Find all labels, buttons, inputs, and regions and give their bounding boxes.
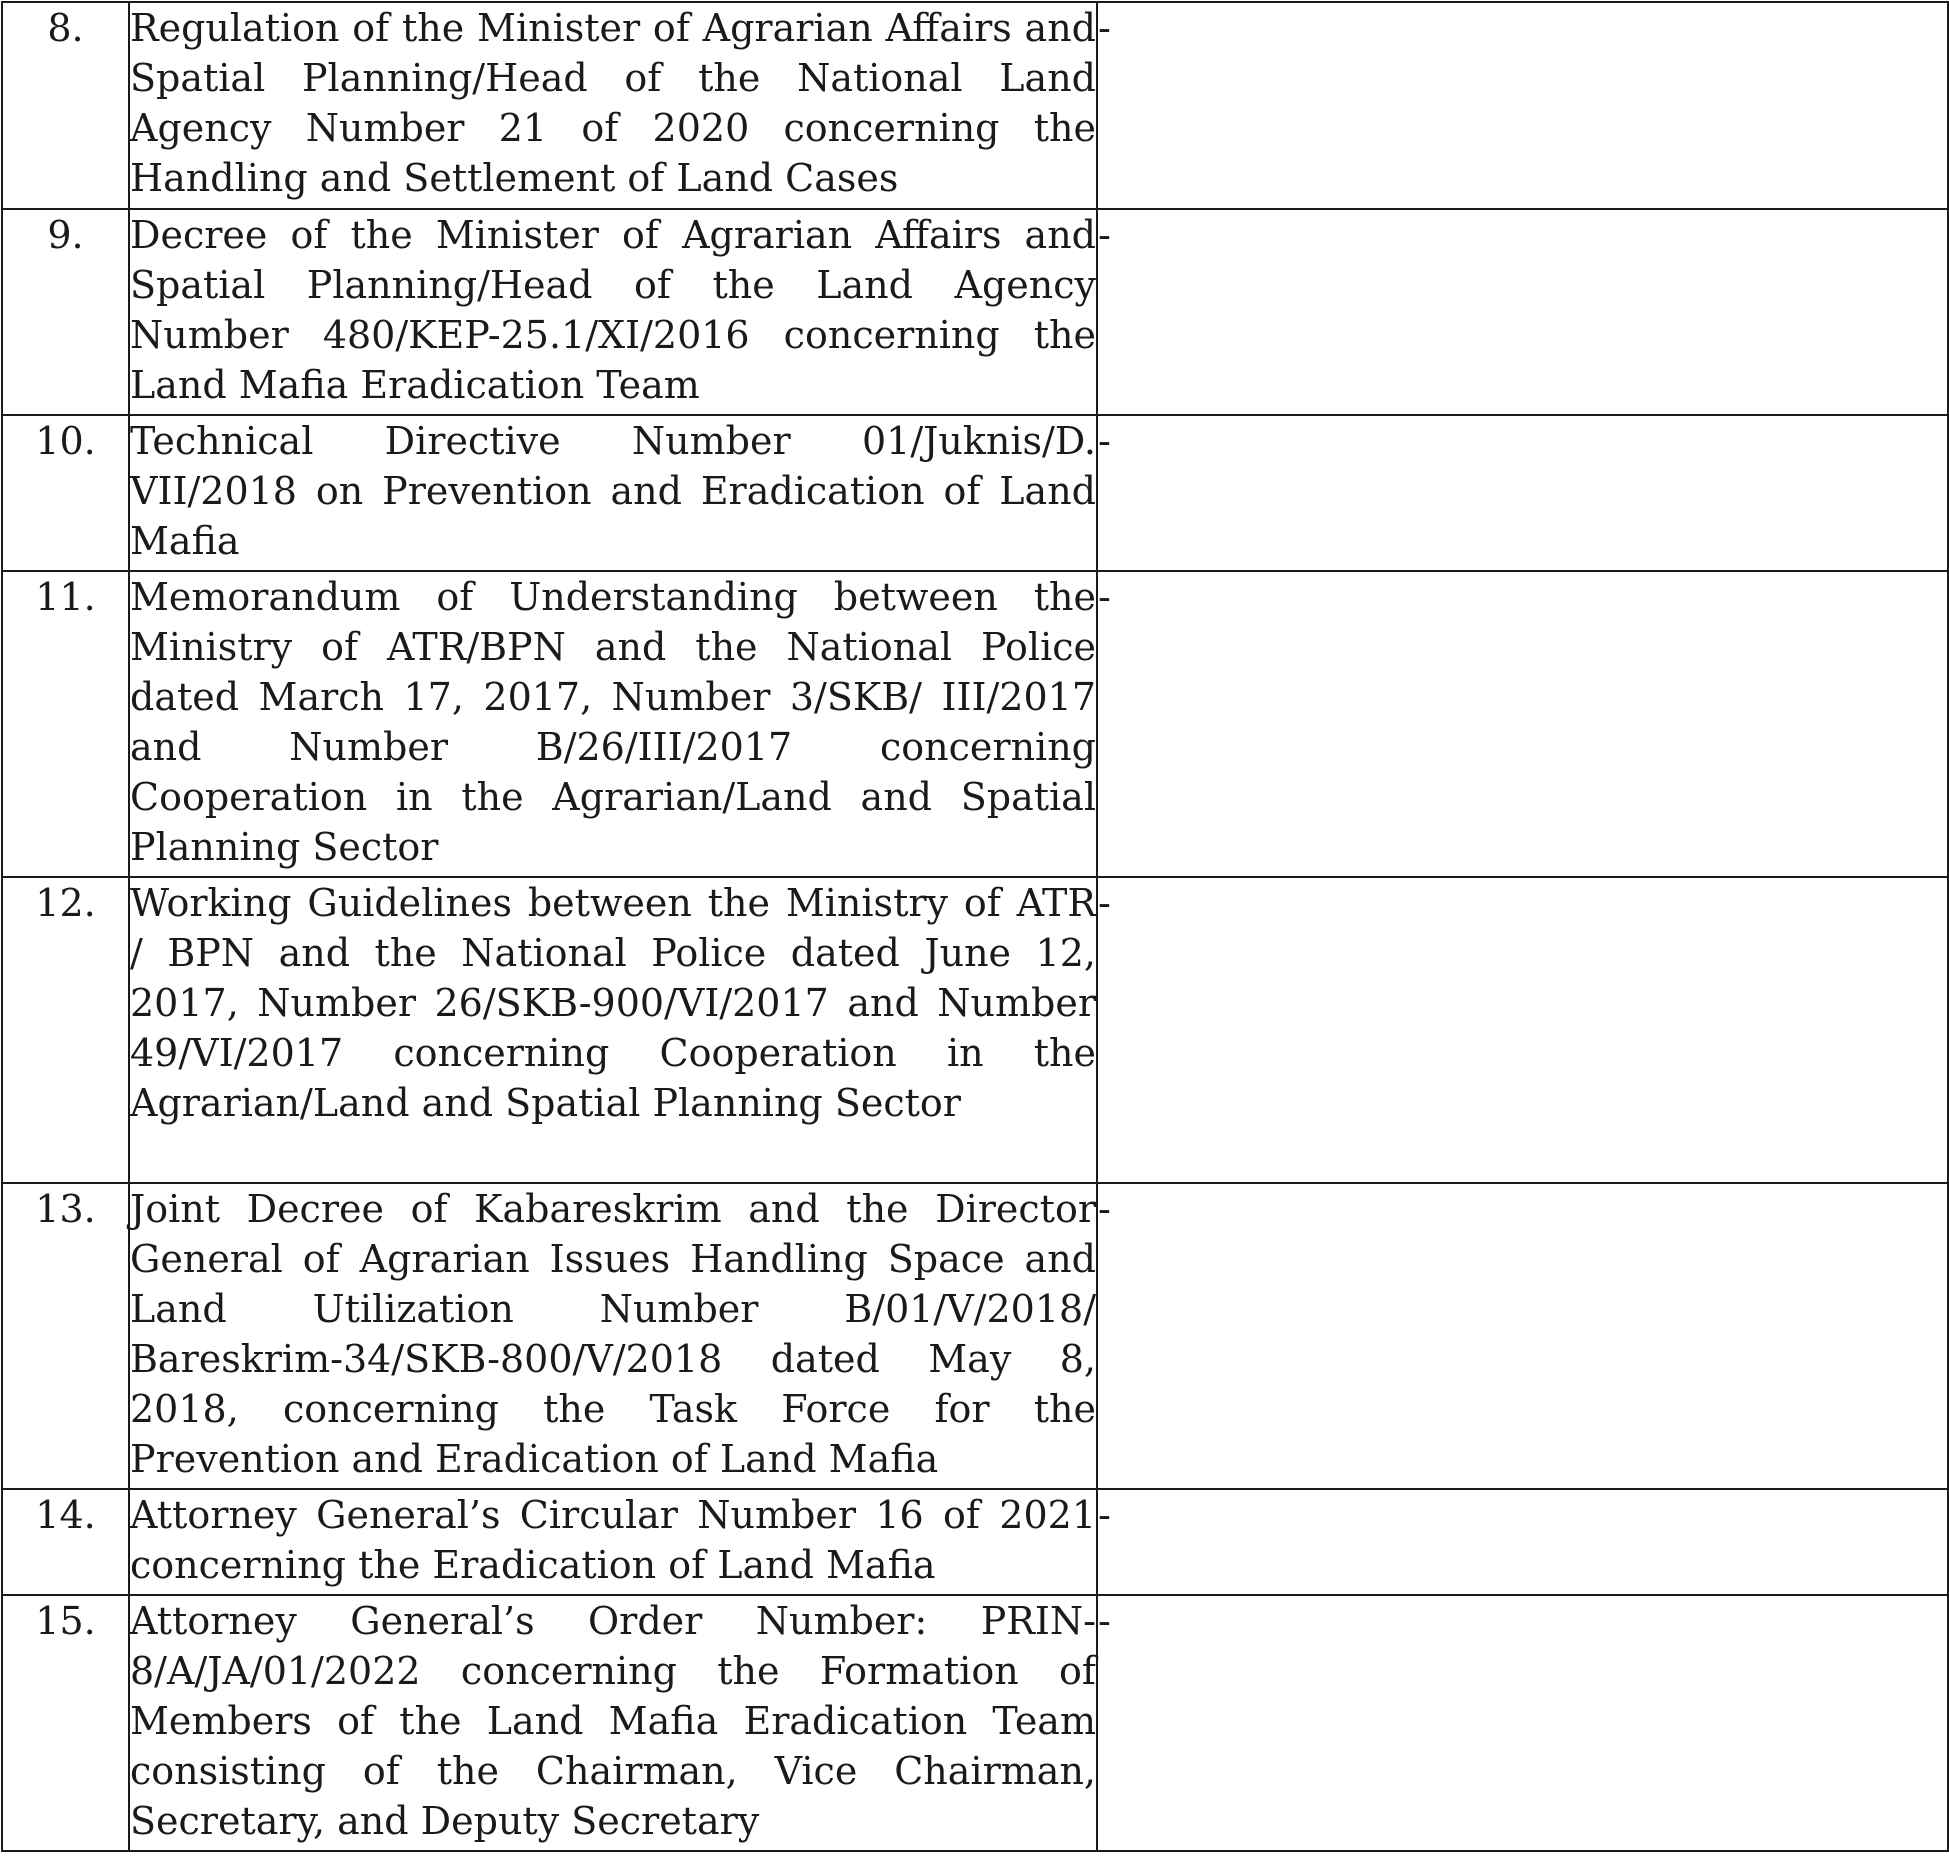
row-note: - — [1097, 1595, 1948, 1851]
regulation-description: Attorney General’s Circular Number 16 of 2021 concerning the Eradication of Land Mafia — [129, 1489, 1097, 1595]
row-note: - — [1097, 1183, 1948, 1489]
row-number: 9. — [2, 209, 129, 415]
table-row — [2, 2, 1948, 209]
regulation-description: Joint Decree of Kabareskrim and the Director General of Agrarian Issues Handling Space and Land Utilization Number B/01/V/2018/ Bareskrim-34/SKB-800/V/2018 dated May 8, 2018, concerning the Task Force for the Prevention and Eradication of Land Mafia — [129, 1183, 1097, 1489]
regulation-description: Memorandum of Understanding between the Ministry of ATR/BPN and the National Police dated March 17, 2017, Number 3/SKB/ III/2017 and Number B/26/III/2017 concerning Cooperation in the Agrarian/Land and Spatial Planning Sector — [129, 571, 1097, 877]
row-note: - — [1097, 877, 1948, 1183]
table-row — [2, 1183, 1948, 1489]
regulation-description: Working Guidelines between the Ministry of ATR / BPN and the National Police dated June 12, 2017, Number 26/SKB-900/VI/2017 and Number 49/VI/2017 concerning Cooperation in the Agrarian/Land and Spatial Planning Sector — [129, 877, 1097, 1183]
row-number: 12. — [2, 877, 129, 1183]
row-number: 11. — [2, 571, 129, 877]
regulations-table — [1, 1, 1949, 1852]
table-row — [2, 1595, 1948, 1851]
row-note: - — [1097, 571, 1948, 877]
row-note: - — [1097, 1489, 1948, 1595]
row-number: 10. — [2, 415, 129, 571]
regulation-description: Technical Directive Number 01/Juknis/D. VII/2018 on Prevention and Eradication of Land Mafia — [129, 415, 1097, 571]
row-note: - — [1097, 209, 1948, 415]
regulation-description: Regulation of the Minister of Agrarian Affairs and Spatial Planning/Head of the National Land Agency Number 21 of 2020 concerning the Handling and Settlement of Land Cases — [129, 2, 1097, 209]
row-note: - — [1097, 2, 1948, 209]
table-row — [2, 209, 1948, 415]
row-note: - — [1097, 415, 1948, 571]
table-row — [2, 571, 1948, 877]
row-number: 13. — [2, 1183, 129, 1489]
regulation-description: Attorney General’s Order Number: PRIN-8/A/JA/01/2022 concerning the Formation of Members of the Land Mafia Eradication Team consisting of the Chairman, Vice Chairman, Secretary, and Deputy Secretary — [129, 1595, 1097, 1851]
table-row — [2, 415, 1948, 571]
regulation-description: Decree of the Minister of Agrarian Affairs and Spatial Planning/Head of the Land Agency Number 480/KEP-25.1/XI/2016 concerning the Land Mafia Eradication Team — [129, 209, 1097, 415]
row-number: 14. — [2, 1489, 129, 1595]
row-number: 15. — [2, 1595, 129, 1851]
table-row — [2, 1489, 1948, 1595]
row-number: 8. — [2, 2, 129, 209]
table-row — [2, 877, 1948, 1183]
